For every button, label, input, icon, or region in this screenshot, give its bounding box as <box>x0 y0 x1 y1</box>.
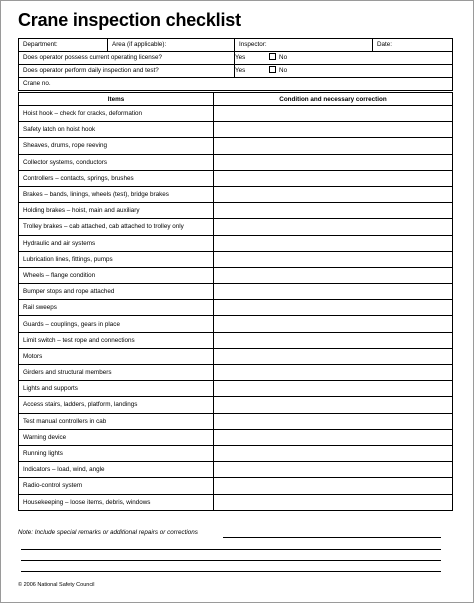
page-title: Crane inspection checklist <box>18 10 241 30</box>
inspection-table <box>18 92 453 511</box>
item-label: Radio-control system <box>19 478 214 494</box>
table-row <box>19 251 453 267</box>
daily-test-question: Does operator perform daily inspection and test? <box>19 65 235 78</box>
condition-cell[interactable] <box>214 106 453 122</box>
table-row <box>19 316 453 332</box>
table-row <box>19 203 453 219</box>
no-label: No <box>279 54 288 61</box>
table-row <box>19 106 453 122</box>
item-label: Lubrication lines, fittings, pumps <box>19 251 214 267</box>
condition-cell[interactable] <box>214 478 453 494</box>
condition-cell[interactable] <box>214 235 453 251</box>
table-row <box>19 300 453 316</box>
item-label: Holding brakes – hoist, main and auxiliary <box>19 203 214 219</box>
table-row <box>19 478 453 494</box>
item-label: Collector systems, conductors <box>19 154 214 170</box>
no-label: No <box>279 67 288 74</box>
note-text: Note: Include special remarks or additional repairs or corrections <box>18 529 198 536</box>
item-label: Trolley brakes – cab attached, cab attached to trolley only <box>19 219 214 235</box>
item-label: Lights and supports <box>19 381 214 397</box>
note-line[interactable] <box>21 549 441 550</box>
department-field[interactable]: Department: <box>19 39 108 52</box>
condition-cell[interactable] <box>214 203 453 219</box>
daily-test-no-checkbox[interactable] <box>269 66 276 73</box>
condition-cell[interactable] <box>214 413 453 429</box>
table-row <box>19 397 453 413</box>
item-label: Hydraulic and air systems <box>19 235 214 251</box>
item-label: Bumper stops and rope attached <box>19 284 214 300</box>
condition-cell[interactable] <box>214 284 453 300</box>
item-label: Access stairs, ladders, platform, landings <box>19 397 214 413</box>
condition-cell[interactable] <box>214 267 453 283</box>
condition-cell[interactable] <box>214 462 453 478</box>
area-field[interactable]: Area (if applicable): <box>108 39 235 52</box>
condition-header: Condition and necessary correction <box>214 93 453 106</box>
note-line[interactable] <box>21 571 441 572</box>
item-label: Limit switch – test rope and connections <box>19 332 214 348</box>
crane-no-field[interactable]: Crane no. <box>19 78 453 91</box>
header-form <box>18 38 453 91</box>
table-row <box>19 332 453 348</box>
condition-cell[interactable] <box>214 219 453 235</box>
condition-cell[interactable] <box>214 138 453 154</box>
item-label: Girders and structural members <box>19 365 214 381</box>
table-row <box>19 219 453 235</box>
license-question: Does operator possess current operating license? <box>19 52 235 65</box>
table-row <box>19 429 453 445</box>
table-row <box>19 154 453 170</box>
table-row <box>19 186 453 202</box>
item-label: Motors <box>19 348 214 364</box>
item-label: Rail sweeps <box>19 300 214 316</box>
item-label: Test manual controllers in cab <box>19 413 214 429</box>
table-row <box>19 365 453 381</box>
condition-cell[interactable] <box>214 397 453 413</box>
item-label: Sheaves, drums, rope reeving <box>19 138 214 154</box>
table-row <box>19 462 453 478</box>
condition-cell[interactable] <box>214 300 453 316</box>
table-row <box>19 138 453 154</box>
condition-cell[interactable] <box>214 316 453 332</box>
yes-label: Yes <box>235 54 246 61</box>
item-label: Brakes – bands, linings, wheels (test), bridge brakes <box>19 186 214 202</box>
condition-cell[interactable] <box>214 186 453 202</box>
daily-test-answer <box>235 65 453 78</box>
table-row <box>19 284 453 300</box>
condition-cell[interactable] <box>214 348 453 364</box>
table-row <box>19 348 453 364</box>
note-line[interactable] <box>223 537 441 538</box>
item-label: Warning device <box>19 429 214 445</box>
item-label: Wheels – flange condition <box>19 267 214 283</box>
table-row <box>19 445 453 461</box>
copyright: © 2006 National Safety Council <box>18 582 95 588</box>
item-label: Guards – couplings, gears in place <box>19 316 214 332</box>
table-row <box>19 381 453 397</box>
item-label: Controllers – contacts, springs, brushes <box>19 170 214 186</box>
note-line[interactable] <box>21 560 441 561</box>
table-row <box>19 267 453 283</box>
item-label: Safety latch on hoist hook <box>19 122 214 138</box>
license-no-checkbox[interactable] <box>269 53 276 60</box>
table-row <box>19 494 453 510</box>
item-label: Indicators – load, wind, angle <box>19 462 214 478</box>
item-label: Running lights <box>19 445 214 461</box>
condition-cell[interactable] <box>214 251 453 267</box>
condition-cell[interactable] <box>214 332 453 348</box>
inspector-field[interactable]: Inspector: <box>235 39 373 52</box>
items-header: Items <box>19 93 214 106</box>
table-row <box>19 235 453 251</box>
table-row <box>19 413 453 429</box>
condition-cell[interactable] <box>214 170 453 186</box>
license-answer <box>235 52 453 65</box>
condition-cell[interactable] <box>214 445 453 461</box>
condition-cell[interactable] <box>214 429 453 445</box>
condition-cell[interactable] <box>214 381 453 397</box>
condition-cell[interactable] <box>214 154 453 170</box>
date-field[interactable]: Date: <box>373 39 453 52</box>
condition-cell[interactable] <box>214 365 453 381</box>
yes-label: Yes <box>235 67 246 74</box>
condition-cell[interactable] <box>214 494 453 510</box>
table-row <box>19 170 453 186</box>
table-row <box>19 122 453 138</box>
condition-cell[interactable] <box>214 122 453 138</box>
item-label: Housekeeping – loose items, debris, windows <box>19 494 214 510</box>
item-label: Hoist hook – check for cracks, deformation <box>19 106 214 122</box>
